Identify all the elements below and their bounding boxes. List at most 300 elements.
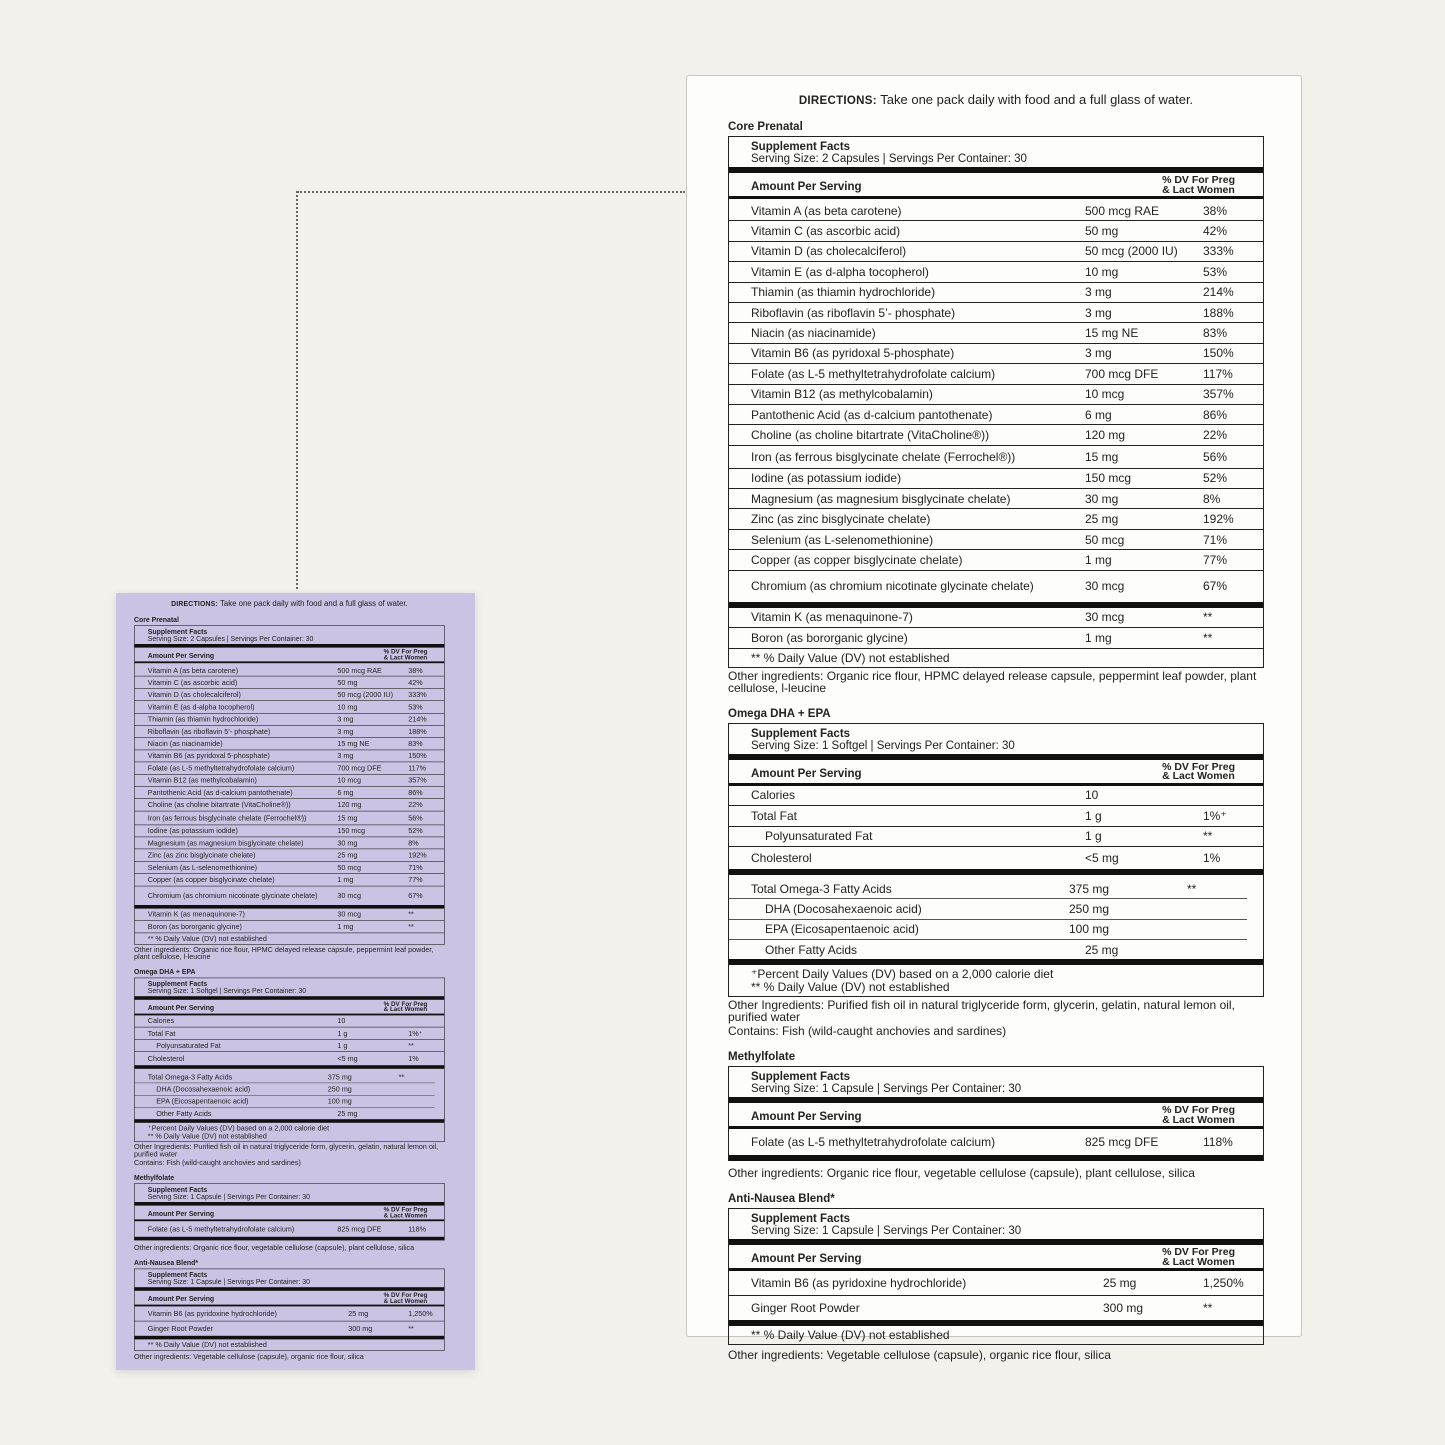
footnote: ** % Daily Value (DV) not established bbox=[147, 1131, 267, 1141]
serving-info: Serving Size: 2 Capsules | Servings Per Container: 30 bbox=[147, 635, 314, 643]
connector-line-horizontal bbox=[297, 191, 685, 193]
nutrient-dv: 86% bbox=[408, 788, 423, 797]
nutrient-amount: 100 mg bbox=[327, 1097, 352, 1106]
dv-header-line: & Lact Women bbox=[1162, 1113, 1235, 1126]
nutrient-row bbox=[729, 571, 1263, 608]
nutrient-amount: 10 bbox=[1085, 788, 1099, 803]
nutrient-name: Total Fat bbox=[751, 808, 798, 823]
section-title: Core Prenatal bbox=[728, 121, 803, 133]
nutrient-name: Thiamin (as thiamin hydrochloride) bbox=[751, 285, 936, 300]
nutrient-dv: ** bbox=[408, 922, 414, 931]
other-ingredients: Other ingredients: Organic rice flour, HPMC delayed release capsule, peppermint leaf powder, plant cellulose, l-leucine bbox=[134, 944, 434, 961]
nutrient-amount: 1 mg bbox=[1085, 630, 1112, 645]
section-title: Core Prenatal bbox=[134, 616, 179, 624]
nutrient-name: Vitamin E (as d-alpha tocopherol) bbox=[147, 702, 255, 712]
nutrient-name: Thiamin (as thiamin hydrochloride) bbox=[147, 714, 259, 724]
dv-header bbox=[1162, 176, 1235, 195]
nutrient-row bbox=[729, 899, 1247, 919]
nutrient-row bbox=[729, 847, 1263, 875]
nutrient-amount: 25 mg bbox=[337, 851, 358, 860]
nutrient-amount: 10 mg bbox=[1085, 264, 1119, 279]
supplement-facts-box bbox=[728, 1208, 1264, 1345]
supplement-facts-box bbox=[134, 1269, 445, 1351]
nutrient-row bbox=[729, 628, 1263, 649]
other-ingredients: Other ingredients: Organic rice flour, vegetable cellulose (capsule), plant cellulose, silica bbox=[134, 1243, 415, 1252]
nutrient-row bbox=[135, 1052, 445, 1069]
nutrient-row bbox=[135, 738, 445, 750]
nutrient-dv: 52% bbox=[1203, 471, 1228, 486]
nutrient-dv: ** bbox=[408, 1324, 414, 1333]
nutrient-row bbox=[135, 750, 445, 762]
supplement-facts-box bbox=[134, 625, 445, 944]
nutrient-row bbox=[135, 775, 445, 787]
nutrient-name: Calories bbox=[751, 788, 796, 803]
nutrient-amount: 1 g bbox=[337, 1041, 348, 1050]
directions-label: DIRECTIONS: bbox=[798, 95, 877, 107]
nutrient-row bbox=[135, 1322, 445, 1340]
nutrient-row bbox=[135, 664, 445, 676]
nutrient-row bbox=[729, 1296, 1263, 1326]
nutrient-name: Boron (as bororganic glycine) bbox=[147, 922, 242, 931]
directions-text: Take one pack daily with food and a full glass of water. bbox=[880, 92, 1194, 107]
serving-info: Serving Size: 1 Softgel | Servings Per Container: 30 bbox=[751, 739, 1015, 752]
nutrient-name: Riboflavin (as riboflavin 5’- phosphate) bbox=[751, 305, 956, 320]
nutrient-name: Niacin (as niacinamide) bbox=[751, 326, 876, 341]
nutrient-dv: 71% bbox=[408, 863, 423, 872]
nutrient-amount: 3 mg bbox=[1085, 346, 1112, 361]
nutrient-row bbox=[729, 1271, 1263, 1296]
nutrient-dv: 53% bbox=[408, 702, 423, 712]
nutrient-name: Vitamin C (as ascorbic acid) bbox=[147, 678, 238, 687]
nutrient-amount: 825 mcg DFE bbox=[1085, 1135, 1159, 1150]
nutrient-amount: 150 mcg bbox=[337, 826, 366, 836]
nutrient-amount: 15 mg NE bbox=[1085, 326, 1139, 341]
nutrient-name: DHA (Docosahexaenoic acid) bbox=[765, 902, 922, 917]
facts-header bbox=[729, 137, 1263, 173]
nutrient-row bbox=[729, 201, 1263, 221]
directions bbox=[728, 92, 1264, 107]
nutrient-name: Vitamin A (as beta carotene) bbox=[147, 666, 239, 675]
amount-per-serving-label: Amount Per Serving bbox=[751, 767, 862, 780]
nutrient-amount: 6 mg bbox=[337, 788, 354, 797]
nutrient-dv: ** bbox=[408, 1041, 414, 1050]
supplement-facts-box bbox=[728, 136, 1264, 668]
nutrient-row bbox=[729, 262, 1263, 282]
nutrient-amount: 1 g bbox=[1085, 808, 1102, 823]
nutrient-name: Ginger Root Powder bbox=[751, 1301, 860, 1316]
nutrient-dv: 188% bbox=[408, 727, 427, 736]
nutrient-row bbox=[729, 827, 1263, 848]
nutrient-row bbox=[729, 489, 1263, 509]
section-title: Methylfolate bbox=[134, 1174, 175, 1182]
nutrient-amount: 3 mg bbox=[1085, 285, 1112, 300]
nutrient-name: Pantothenic Acid (as d-calcium pantothenate) bbox=[751, 407, 993, 422]
nutrient-name: Polyunsaturated Fat bbox=[156, 1041, 221, 1050]
supplement-facts-box bbox=[134, 1184, 445, 1241]
nutrient-amount: 10 mg bbox=[337, 702, 358, 712]
contains-allergen: Contains: Fish (wild-caught anchovies and sardines) bbox=[728, 1024, 1007, 1039]
nutrient-name: Total Omega-3 Fatty Acids bbox=[147, 1072, 233, 1082]
amount-per-serving-row bbox=[729, 1245, 1263, 1271]
nutrient-dv: ** bbox=[1203, 829, 1213, 844]
dv-header bbox=[384, 1208, 428, 1219]
nutrient-row bbox=[729, 608, 1263, 629]
nutrient-dv: ** bbox=[1203, 630, 1213, 645]
section-anti-nausea bbox=[728, 1193, 1264, 1361]
nutrient-name: Cholesterol bbox=[147, 1054, 185, 1063]
other-ingredients: Other Ingredients: Purified fish oil in natural triglyceride form, glycerin, gelatin, natural lemon oil, purified water bbox=[134, 1142, 439, 1159]
section-anti-nausea bbox=[134, 1260, 445, 1361]
nutrient-amount: 700 mcg DFE bbox=[337, 763, 382, 773]
nutrient-amount: 500 mcg RAE bbox=[1085, 203, 1160, 218]
nutrient-row bbox=[135, 886, 445, 908]
nutrient-dv: 83% bbox=[1203, 326, 1228, 341]
nutrient-dv: 53% bbox=[1203, 264, 1228, 279]
nutrient-dv: ** bbox=[1203, 1301, 1213, 1316]
nutrient-amount: 30 mcg bbox=[1085, 579, 1125, 594]
nutrient-name: Zinc (as zinc bisglycinate chelate) bbox=[147, 851, 256, 860]
nutrient-amount: 25 mg bbox=[1085, 942, 1119, 957]
footnote: ** % Daily Value (DV) not established bbox=[147, 934, 267, 943]
nutrient-amount: 30 mg bbox=[337, 838, 358, 848]
facts-title: Supplement Facts bbox=[147, 628, 208, 636]
dv-header bbox=[384, 1293, 428, 1304]
nutrient-name: Copper (as copper bisglycinate chelate) bbox=[147, 875, 275, 884]
nutrient-name: Cholesterol bbox=[751, 851, 812, 866]
supplement-facts-box bbox=[728, 1066, 1264, 1161]
section-title: Methylfolate bbox=[728, 1051, 796, 1064]
nutrient-name: Calories bbox=[147, 1016, 175, 1026]
amount-per-serving-row bbox=[729, 760, 1263, 786]
nutrient-dv: 117% bbox=[408, 763, 427, 773]
nutrient-amount: 700 mcg DFE bbox=[1085, 366, 1159, 381]
nutrient-amount: 3 mg bbox=[337, 751, 354, 761]
nutrient-name: Polyunsaturated Fat bbox=[765, 829, 873, 844]
nutrient-row bbox=[135, 1071, 435, 1083]
nutrient-name: Vitamin B12 (as methylcobalamin) bbox=[751, 387, 933, 402]
nutrient-row bbox=[729, 940, 1263, 965]
nutrient-name: Iron (as ferrous bisglycinate chelate (Ferrochel®)) bbox=[751, 449, 1016, 464]
amount-per-serving-row bbox=[135, 1000, 445, 1016]
nutrient-name: Selenium (as L-selenomethionine) bbox=[751, 532, 934, 547]
nutrient-name: Choline (as choline bitartrate (VitaCholine®)) bbox=[751, 427, 990, 442]
nutrient-dv: 8% bbox=[1203, 491, 1221, 506]
nutrient-amount: 25 mg bbox=[1085, 512, 1119, 527]
nutrient-name: Vitamin K (as menaquinone-7) bbox=[147, 910, 245, 919]
nutrient-row bbox=[729, 323, 1263, 343]
dv-header bbox=[1162, 1106, 1235, 1125]
nutrient-dv: 83% bbox=[408, 739, 423, 748]
footnote: ⁺Percent Daily Values (DV) based on a 2,000 calorie diet bbox=[147, 1124, 330, 1133]
facts-header bbox=[135, 626, 445, 648]
nutrient-amount: 15 mg bbox=[1085, 449, 1119, 464]
serving-info: Serving Size: 2 Capsules | Servings Per Container: 30 bbox=[751, 153, 1027, 165]
nutrient-amount: 375 mg bbox=[1069, 881, 1110, 896]
nutrient-row bbox=[729, 242, 1263, 262]
nutrient-amount: 50 mcg (2000 IU) bbox=[1085, 244, 1178, 259]
nutrient-amount: 1 g bbox=[337, 1029, 348, 1038]
section-title: Omega DHA + EPA bbox=[134, 968, 196, 976]
amount-per-serving-label: Amount Per Serving bbox=[147, 652, 215, 660]
nutrient-name: Vitamin B6 (as pyridoxine hydrochloride) bbox=[147, 1309, 277, 1318]
nutrient-amount: 10 bbox=[337, 1016, 346, 1026]
nutrient-name: Vitamin B6 (as pyridoxal 5-phosphate) bbox=[147, 751, 270, 761]
section-core-prenatal bbox=[728, 121, 1264, 694]
nutrient-dv: 192% bbox=[1203, 512, 1234, 527]
nutrient-row bbox=[729, 509, 1263, 529]
nutrient-amount: 375 mg bbox=[327, 1072, 352, 1082]
supplement-facts-box bbox=[728, 723, 1264, 998]
nutrient-name: Vitamin E (as d-alpha tocopherol) bbox=[751, 264, 929, 279]
nutrient-amount: 300 mg bbox=[348, 1324, 373, 1333]
nutrient-dv: ** bbox=[398, 1072, 405, 1082]
footnote: ** % Daily Value (DV) not established bbox=[147, 1340, 267, 1350]
dv-header-line: & Lact Women bbox=[383, 1212, 428, 1220]
nutrient-name: Chromium (as chromium nicotinate glycinate chelate) bbox=[147, 891, 318, 900]
directions bbox=[134, 599, 445, 608]
dv-header-line: % DV For Preg bbox=[383, 1206, 428, 1214]
section-title: Anti-Nausea Blend* bbox=[728, 1193, 835, 1206]
facts-title: Supplement Facts bbox=[751, 141, 851, 153]
nutrient-name: Vitamin D (as cholecalciferol) bbox=[751, 244, 907, 259]
nutrient-amount: 15 mg bbox=[337, 813, 358, 823]
facts-title: Supplement Facts bbox=[751, 1213, 851, 1226]
amount-per-serving-label: Amount Per Serving bbox=[751, 181, 862, 193]
nutrient-name: Selenium (as L-selenomethionine) bbox=[147, 863, 258, 872]
nutrient-amount: 3 mg bbox=[1085, 305, 1112, 320]
nutrient-dv: 77% bbox=[408, 875, 423, 884]
nutrient-amount: 250 mg bbox=[1069, 902, 1110, 917]
nutrient-amount: 1 mg bbox=[337, 875, 354, 884]
label-thumbnail-content bbox=[116, 593, 452, 1368]
nutrient-dv: 1% bbox=[1203, 851, 1221, 866]
nutrient-row bbox=[135, 1221, 445, 1240]
nutrient-name: Pantothenic Acid (as d-calcium pantothenate) bbox=[147, 788, 293, 797]
dv-header-line: & Lact Women bbox=[1162, 1255, 1235, 1268]
other-ingredients: Other ingredients: Organic rice flour, vegetable cellulose (capsule), plant cellulose, silica bbox=[728, 1166, 1195, 1181]
nutrient-name: EPA (Eicosapentaenoic acid) bbox=[156, 1097, 249, 1106]
nutrient-dv: 38% bbox=[408, 666, 423, 675]
nutrient-name: Riboflavin (as riboflavin 5’- phosphate) bbox=[147, 727, 271, 736]
amount-per-serving-label: Amount Per Serving bbox=[147, 1210, 215, 1218]
nutrient-name: Copper (as copper bisglycinate chelate) bbox=[751, 552, 963, 567]
nutrient-row bbox=[135, 713, 445, 725]
facts-header bbox=[729, 724, 1263, 760]
nutrient-row bbox=[135, 787, 445, 799]
nutrient-amount: 30 mcg bbox=[337, 910, 362, 919]
other-ingredients: Other ingredients: Vegetable cellulose (capsule), organic rice flour, silica bbox=[728, 1348, 1111, 1363]
nutrient-row bbox=[729, 530, 1263, 550]
nutrient-dv: 71% bbox=[1203, 532, 1228, 547]
nutrient-row bbox=[729, 425, 1263, 445]
other-ingredients: Other ingredients: Vegetable cellulose (capsule), organic rice flour, silica bbox=[134, 1352, 364, 1362]
footnote: ** % Daily Value (DV) not established bbox=[751, 1328, 950, 1343]
amount-per-serving-row bbox=[135, 1206, 445, 1222]
other-ingredients: Other ingredients: Organic rice flour, HPMC delayed release capsule, peppermint leaf powder, plant cellulose, l-leucine bbox=[728, 668, 1257, 695]
footnote: ** % Daily Value (DV) not established bbox=[751, 650, 950, 665]
other-ingredients: Other Ingredients: Purified fish oil in natural triglyceride form, glycerin, gelatin, natural lemon oil, purified water bbox=[728, 998, 1235, 1025]
nutrient-amount: 30 mcg bbox=[337, 891, 362, 900]
nutrient-row bbox=[729, 879, 1247, 899]
nutrient-dv: ** bbox=[408, 910, 414, 919]
dv-header-line: & Lact Women bbox=[383, 1297, 428, 1305]
nutrient-name: Magnesium (as magnesium bisglycinate chelate) bbox=[751, 491, 1011, 506]
nutrient-row bbox=[135, 921, 445, 933]
nutrient-name: Chromium (as chromium nicotinate glycinate chelate) bbox=[751, 579, 1034, 594]
nutrient-row bbox=[135, 762, 445, 774]
section-methylfolate bbox=[134, 1175, 445, 1252]
nutrient-name: EPA (Eicosapentaenoic acid) bbox=[765, 922, 919, 937]
nutrient-dv: 192% bbox=[408, 851, 427, 860]
amount-per-serving-row bbox=[135, 1291, 445, 1307]
nutrient-amount: 120 mg bbox=[1085, 427, 1126, 442]
footnote: ⁺Percent Daily Values (DV) based on a 2,000 calorie diet bbox=[751, 967, 1054, 982]
section-omega bbox=[134, 968, 445, 1166]
facts-title: Supplement Facts bbox=[751, 727, 851, 740]
nutrient-row bbox=[729, 806, 1263, 827]
nutrient-amount: 1 g bbox=[1085, 829, 1102, 844]
section-core-prenatal bbox=[134, 616, 445, 960]
nutrient-row bbox=[135, 874, 445, 886]
nutrient-row bbox=[135, 726, 445, 738]
nutrient-row bbox=[729, 364, 1263, 384]
nutrient-amount: 30 mg bbox=[1085, 491, 1119, 506]
nutrient-row bbox=[135, 677, 445, 689]
nutrient-amount: 10 mcg bbox=[1085, 387, 1125, 402]
nutrient-amount: 25 mg bbox=[348, 1309, 369, 1318]
nutrient-row bbox=[135, 799, 445, 811]
nutrient-row bbox=[729, 446, 1263, 469]
nutrient-dv: ** bbox=[1187, 881, 1197, 896]
nutrient-dv: 52% bbox=[408, 826, 423, 836]
facts-title: Supplement Facts bbox=[751, 1071, 851, 1084]
nutrient-dv: 333% bbox=[1203, 244, 1234, 259]
nutrient-name: Folate (as L-5 methyltetrahydrofolate calcium) bbox=[751, 366, 996, 381]
nutrient-row bbox=[729, 385, 1263, 405]
nutrient-dv: 333% bbox=[408, 690, 427, 699]
dv-header bbox=[384, 1001, 428, 1012]
nutrient-name: Vitamin A (as beta carotene) bbox=[751, 203, 902, 218]
nutrient-dv: 86% bbox=[1203, 407, 1228, 422]
nutrient-dv: 1% bbox=[408, 1054, 419, 1063]
nutrient-row bbox=[729, 283, 1263, 303]
nutrient-name: Other Fatty Acids bbox=[765, 942, 858, 957]
nutrient-row bbox=[135, 1015, 445, 1027]
nutrient-name: Folate (as L-5 methyltetrahydrofolate calcium) bbox=[147, 1224, 295, 1234]
nutrient-name: Folate (as L-5 methyltetrahydrofolate calcium) bbox=[147, 763, 295, 773]
nutrient-name: Zinc (as zinc bisglycinate chelate) bbox=[751, 512, 931, 527]
dv-header-line: % DV For Preg bbox=[383, 648, 428, 656]
nutrient-amount: 50 mcg (2000 IU) bbox=[337, 690, 394, 699]
amount-per-serving-row bbox=[729, 173, 1263, 199]
serving-info: Serving Size: 1 Capsule | Servings Per Container: 30 bbox=[751, 1083, 1022, 1096]
nutrient-dv: 1,250% bbox=[1203, 1276, 1244, 1291]
nutrient-dv: 56% bbox=[1203, 449, 1228, 464]
nutrient-dv: 8% bbox=[408, 838, 419, 848]
nutrient-name: Ginger Root Powder bbox=[147, 1324, 214, 1333]
nutrient-amount: 6 mg bbox=[1085, 407, 1112, 422]
footnote: ** % Daily Value (DV) not established bbox=[751, 980, 950, 995]
contains-allergen: Contains: Fish (wild-caught anchovies and sardines) bbox=[134, 1158, 301, 1167]
nutrient-dv: 117% bbox=[1203, 366, 1233, 381]
section-methylfolate bbox=[728, 1051, 1264, 1179]
nutrient-row bbox=[729, 1129, 1263, 1161]
nutrient-name: Total Fat bbox=[147, 1029, 176, 1038]
nutrient-row bbox=[135, 1040, 445, 1052]
nutrient-name: Vitamin B6 (as pyridoxine hydrochloride) bbox=[751, 1276, 967, 1291]
dv-header-line: & Lact Women bbox=[383, 1005, 428, 1014]
nutrient-name: Vitamin K (as menaquinone-7) bbox=[751, 610, 913, 625]
nutrient-dv: 22% bbox=[408, 800, 423, 809]
dv-header bbox=[1162, 760, 1235, 783]
dv-header-line: % DV For Preg bbox=[1162, 174, 1235, 186]
nutrient-name: Choline (as choline bitartrate (VitaCholine®)) bbox=[147, 800, 291, 809]
dv-header-line: & Lact Women bbox=[1162, 770, 1235, 783]
nutrient-dv: 42% bbox=[1203, 224, 1228, 239]
nutrient-name: Vitamin D (as cholecalciferol) bbox=[147, 690, 241, 699]
nutrient-amount: 50 mcg bbox=[337, 863, 362, 872]
facts-header bbox=[135, 978, 445, 1000]
nutrient-amount: 825 mcg DFE bbox=[337, 1224, 382, 1234]
nutrient-dv: 118% bbox=[1203, 1135, 1233, 1150]
serving-info: Serving Size: 1 Capsule | Servings Per Container: 30 bbox=[751, 1225, 1022, 1238]
nutrient-name: Vitamin C (as ascorbic acid) bbox=[751, 224, 901, 239]
nutrient-row bbox=[135, 837, 445, 849]
nutrient-amount: 120 mg bbox=[337, 800, 362, 809]
nutrient-row bbox=[135, 701, 445, 713]
facts-title: Supplement Facts bbox=[147, 980, 208, 988]
nutrient-name: Other Fatty Acids bbox=[156, 1109, 212, 1118]
nutrient-row bbox=[135, 825, 445, 837]
connector-line-vertical bbox=[296, 191, 298, 589]
nutrient-row bbox=[135, 862, 445, 874]
serving-info: Serving Size: 1 Capsule | Servings Per Container: 30 bbox=[147, 1278, 310, 1287]
dv-header bbox=[384, 649, 428, 660]
nutrient-amount: 15 mg NE bbox=[337, 739, 370, 748]
nutrient-row bbox=[135, 908, 445, 920]
nutrient-amount: <5 mg bbox=[337, 1054, 358, 1063]
nutrient-name: Vitamin B6 (as pyridoxal 5-phosphate) bbox=[751, 346, 955, 361]
nutrient-amount: 150 mcg bbox=[1085, 471, 1132, 486]
nutrient-name: Total Omega-3 Fatty Acids bbox=[751, 881, 892, 896]
nutrient-amount: 3 mg bbox=[337, 714, 354, 724]
nutrient-row bbox=[135, 849, 445, 861]
nutrient-dv: 150% bbox=[408, 751, 427, 761]
nutrient-row bbox=[135, 1307, 445, 1322]
facts-header bbox=[729, 1209, 1263, 1245]
nutrient-amount: 25 mg bbox=[1103, 1276, 1137, 1291]
dv-header-line: & Lact Women bbox=[1162, 183, 1235, 196]
facts-header bbox=[135, 1269, 445, 1291]
serving-info: Serving Size: 1 Softgel | Servings Per Container: 30 bbox=[147, 987, 307, 995]
nutrient-row bbox=[135, 1108, 445, 1123]
nutrient-row bbox=[729, 221, 1263, 241]
nutrient-row bbox=[135, 689, 445, 701]
nutrient-dv: 1%⁺ bbox=[408, 1029, 423, 1038]
nutrient-row bbox=[729, 344, 1263, 364]
nutrient-name: Iron (as ferrous bisglycinate chelate (Ferrochel®)) bbox=[147, 813, 307, 823]
nutrient-dv: 77% bbox=[1203, 552, 1228, 567]
supplement-facts-box bbox=[134, 977, 445, 1142]
nutrient-row bbox=[135, 1027, 445, 1039]
nutrient-dv: 56% bbox=[408, 813, 423, 823]
nutrient-amount: 50 mcg bbox=[1085, 532, 1125, 547]
nutrient-amount: 300 mg bbox=[1103, 1301, 1144, 1316]
nutrient-dv: 150% bbox=[1203, 346, 1234, 361]
nutrient-amount: 50 mg bbox=[337, 678, 358, 687]
nutrient-amount: 100 mg bbox=[1069, 922, 1110, 937]
nutrient-dv: 118% bbox=[408, 1224, 427, 1234]
